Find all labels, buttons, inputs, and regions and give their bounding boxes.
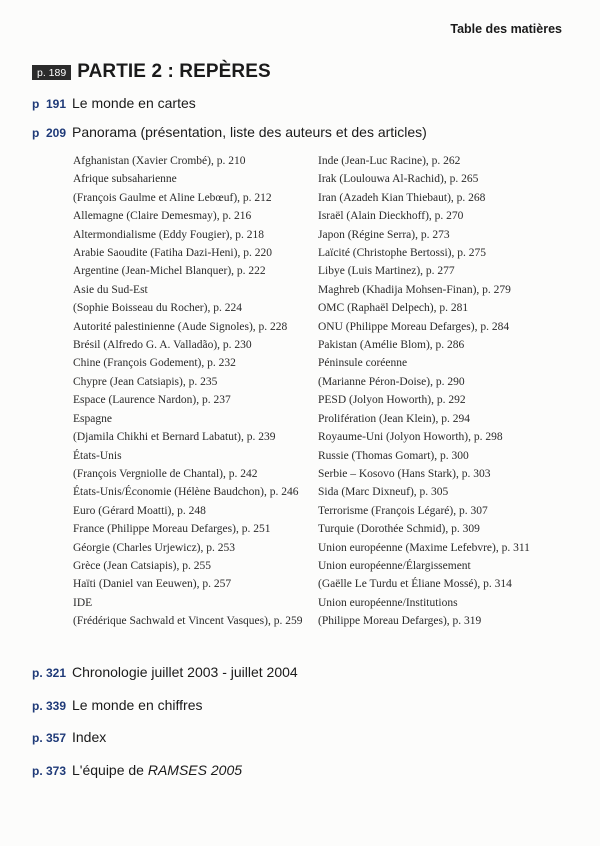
panorama-article-entry[interactable]: [73, 336, 313, 354]
panorama-article-entry[interactable]: [73, 594, 313, 631]
panorama-article-entry[interactable]: [318, 557, 578, 594]
toc-entry-monde-en-cartes[interactable]: [32, 95, 196, 111]
panorama-article-entry[interactable]: [318, 391, 578, 409]
panorama-article-entry[interactable]: [318, 447, 578, 465]
partie-page-badge: p. 189: [32, 65, 71, 80]
panorama-article-line: Espagne: [73, 412, 112, 425]
panorama-article-line: Grèce (Jean Catsiapis), p. 255: [73, 559, 211, 572]
panorama-article-entry[interactable]: [73, 281, 313, 318]
panorama-article-entry[interactable]: [73, 152, 313, 170]
panorama-article-line: Altermondialisme (Eddy Fougier), p. 218: [73, 228, 264, 241]
panorama-article-entry[interactable]: [73, 539, 313, 557]
panorama-article-line: Chypre (Jean Catsiapis), p. 235: [73, 375, 218, 388]
panorama-article-entry[interactable]: [318, 152, 578, 170]
panorama-article-line: (Djamila Chikhi et Bernard Labatut), p. 239: [73, 431, 276, 444]
panorama-article-line: Afghanistan (Xavier Crombé), p. 210: [73, 155, 246, 167]
panorama-left-column: [73, 152, 313, 631]
panorama-article-line: Royaume-Uni (Jolyon Howorth), p. 298: [318, 431, 503, 444]
panorama-article-line: (Philippe Moreau Defarges), p. 319: [318, 615, 482, 628]
panorama-article-entry[interactable]: [73, 410, 313, 447]
panorama-article-line: États-Unis: [73, 449, 122, 462]
panorama-article-entry[interactable]: [73, 207, 313, 225]
partie-heading: [32, 61, 271, 83]
panorama-article-line: Serbie – Kosovo (Hans Stark), p. 303: [318, 467, 491, 480]
panorama-article-line: États-Unis/Économie (Hélène Baudchon), p. 246: [73, 486, 299, 499]
panorama-article-line: Arabie Saoudite (Fatiha Dazi-Heni), p. 220: [73, 247, 272, 260]
panorama-article-line: Pakistan (Amélie Blom), p. 286: [318, 339, 465, 352]
panorama-article-line: (Marianne Péron-Doise), p. 290: [318, 375, 465, 388]
panorama-article-entry[interactable]: [73, 520, 313, 538]
panorama-article-line: PESD (Jolyon Howorth), p. 292: [318, 394, 466, 407]
panorama-article-line: (Gaëlle Le Turdu et Éliane Mossé), p. 314: [318, 578, 512, 591]
toc-entry-chronologie[interactable]: [32, 664, 298, 680]
panorama-article-entry[interactable]: [73, 391, 313, 409]
toc-entry-title: Le monde en chiffres: [72, 697, 203, 713]
toc-page-ref: p. 321: [32, 666, 67, 680]
panorama-article-line: Euro (Gérard Moatti), p. 248: [73, 504, 206, 517]
panorama-article-line: (François Gaulme et Aline Lebœuf), p. 212: [73, 191, 272, 204]
toc-page-ref: p. 357: [32, 731, 67, 745]
panorama-article-line: Union européenne (Maxime Lefebvre), p. 311: [318, 541, 530, 554]
panorama-article-entry[interactable]: [318, 226, 578, 244]
toc-entry-index[interactable]: [32, 729, 106, 745]
panorama-article-entry[interactable]: [73, 262, 313, 280]
panorama-article-line: Allemagne (Claire Demesmay), p. 216: [73, 210, 252, 223]
panorama-article-line: Union européenne/Élargissement: [318, 559, 471, 572]
panorama-article-entry[interactable]: [73, 557, 313, 575]
toc-entry-title: Panorama (présentation, liste des auteurs et des articles): [72, 124, 427, 140]
panorama-article-entry[interactable]: [73, 575, 313, 593]
toc-entry-monde-en-chiffres[interactable]: [32, 697, 203, 713]
panorama-article-entry[interactable]: [73, 502, 313, 520]
panorama-article-entry[interactable]: [318, 170, 578, 188]
panorama-article-entry[interactable]: [318, 483, 578, 501]
panorama-article-line: (Frédérique Sachwald et Vincent Vasques), p. 259: [73, 615, 303, 628]
panorama-article-line: Prolifération (Jean Klein), p. 294: [318, 412, 471, 425]
panorama-article-line: Sida (Marc Dixneuf), p. 305: [318, 486, 449, 499]
panorama-article-entry[interactable]: [318, 539, 578, 557]
panorama-article-entry[interactable]: [318, 262, 578, 280]
toc-page-ref: p 209: [32, 126, 67, 140]
panorama-article-entry[interactable]: [318, 594, 578, 631]
panorama-article-line: Libye (Luis Martinez), p. 277: [318, 265, 455, 278]
panorama-article-line: ONU (Philippe Moreau Defarges), p. 284: [318, 320, 510, 333]
panorama-article-entry[interactable]: [318, 207, 578, 225]
panorama-article-line: Argentine (Jean-Michel Blanquer), p. 222: [73, 265, 266, 278]
panorama-article-entry[interactable]: [73, 170, 313, 207]
panorama-article-entry[interactable]: [318, 520, 578, 538]
panorama-article-line: Terrorisme (François Légaré), p. 307: [318, 504, 488, 517]
toc-entry-title: Le monde en cartes: [72, 95, 196, 111]
panorama-article-line: (Sophie Boisseau du Rocher), p. 224: [73, 302, 242, 315]
toc-entry-title: Chronologie juillet 2003 - juillet 2004: [72, 664, 298, 680]
panorama-article-line: Russie (Thomas Gomart), p. 300: [318, 449, 469, 462]
panorama-article-line: Turquie (Dorothée Schmid), p. 309: [318, 523, 480, 536]
panorama-article-entry[interactable]: [73, 447, 313, 484]
panorama-article-entry[interactable]: [318, 428, 578, 446]
panorama-article-entry[interactable]: [73, 354, 313, 372]
toc-entry-panorama[interactable]: [32, 124, 427, 140]
panorama-article-entry[interactable]: [73, 318, 313, 336]
panorama-article-line: Géorgie (Charles Urjewicz), p. 253: [73, 541, 236, 554]
panorama-article-line: Espace (Laurence Nardon), p. 237: [73, 394, 231, 407]
panorama-article-entry[interactable]: [73, 244, 313, 262]
panorama-article-line: Péninsule coréenne: [318, 357, 408, 370]
toc-entry-title: Index: [72, 729, 107, 745]
panorama-article-line: Japon (Régine Serra), p. 273: [318, 228, 450, 241]
panorama-article-entry[interactable]: [318, 189, 578, 207]
panorama-article-entry[interactable]: [73, 483, 313, 501]
panorama-article-line: Haïti (Daniel van Eeuwen), p. 257: [73, 578, 232, 591]
panorama-article-line: Asie du Sud-Est: [73, 283, 148, 296]
panorama-article-line: Maghreb (Khadija Mohsen-Finan), p. 279: [318, 283, 511, 296]
panorama-article-line: Union européenne/Institutions: [318, 596, 458, 609]
panorama-article-line: (François Vergniolle de Chantal), p. 242: [73, 467, 258, 480]
panorama-article-entry[interactable]: [318, 354, 578, 391]
panorama-article-line: Iran (Azadeh Kian Thiebaut), p. 268: [318, 191, 486, 204]
panorama-article-entry[interactable]: [318, 465, 578, 483]
panorama-article-entry[interactable]: [318, 410, 578, 428]
panorama-article-line: Afrique subsaharienne: [73, 173, 177, 186]
panorama-article-entry[interactable]: [73, 373, 313, 391]
partie-title: PARTIE 2 : REPÈRES: [77, 61, 271, 82]
panorama-article-line: Israël (Alain Dieckhoff), p. 270: [318, 210, 464, 223]
panorama-article-line: IDE: [73, 596, 93, 609]
panorama-article-line: Autorité palestinienne (Aude Signoles), p. 228: [73, 320, 288, 333]
panorama-article-entry[interactable]: [318, 318, 578, 336]
panorama-article-entry[interactable]: [318, 299, 578, 317]
panorama-article-entry[interactable]: [73, 226, 313, 244]
panorama-article-entry[interactable]: [318, 336, 578, 354]
panorama-article-line: OMC (Raphaël Delpech), p. 281: [318, 302, 469, 315]
panorama-article-line: Laïcité (Christophe Bertossi), p. 275: [318, 247, 486, 260]
panorama-article-line: Irak (Loulouwa Al-Rachid), p. 265: [318, 173, 479, 186]
toc-entry-equipe[interactable]: [32, 762, 242, 778]
panorama-article-line: Inde (Jean-Luc Racine), p. 262: [318, 155, 461, 167]
panorama-article-entry[interactable]: [318, 244, 578, 262]
panorama-article-line: Brésil (Alfredo G. A. Valladão), p. 230: [73, 339, 252, 352]
toc-entry-title: L'équipe de RAMSES 2005: [72, 762, 243, 778]
panorama-article-line: France (Philippe Moreau Defarges), p. 251: [73, 523, 271, 536]
panorama-right-column: [318, 152, 578, 631]
toc-page-ref: p. 373: [32, 764, 67, 778]
panorama-article-line: Chine (François Godement), p. 232: [73, 357, 236, 370]
running-header: Table des matières: [450, 22, 562, 36]
panorama-article-entry[interactable]: [318, 502, 578, 520]
panorama-article-entry[interactable]: [318, 281, 578, 299]
toc-page-ref: p 191: [32, 97, 67, 111]
toc-page-ref: p. 339: [32, 699, 67, 713]
